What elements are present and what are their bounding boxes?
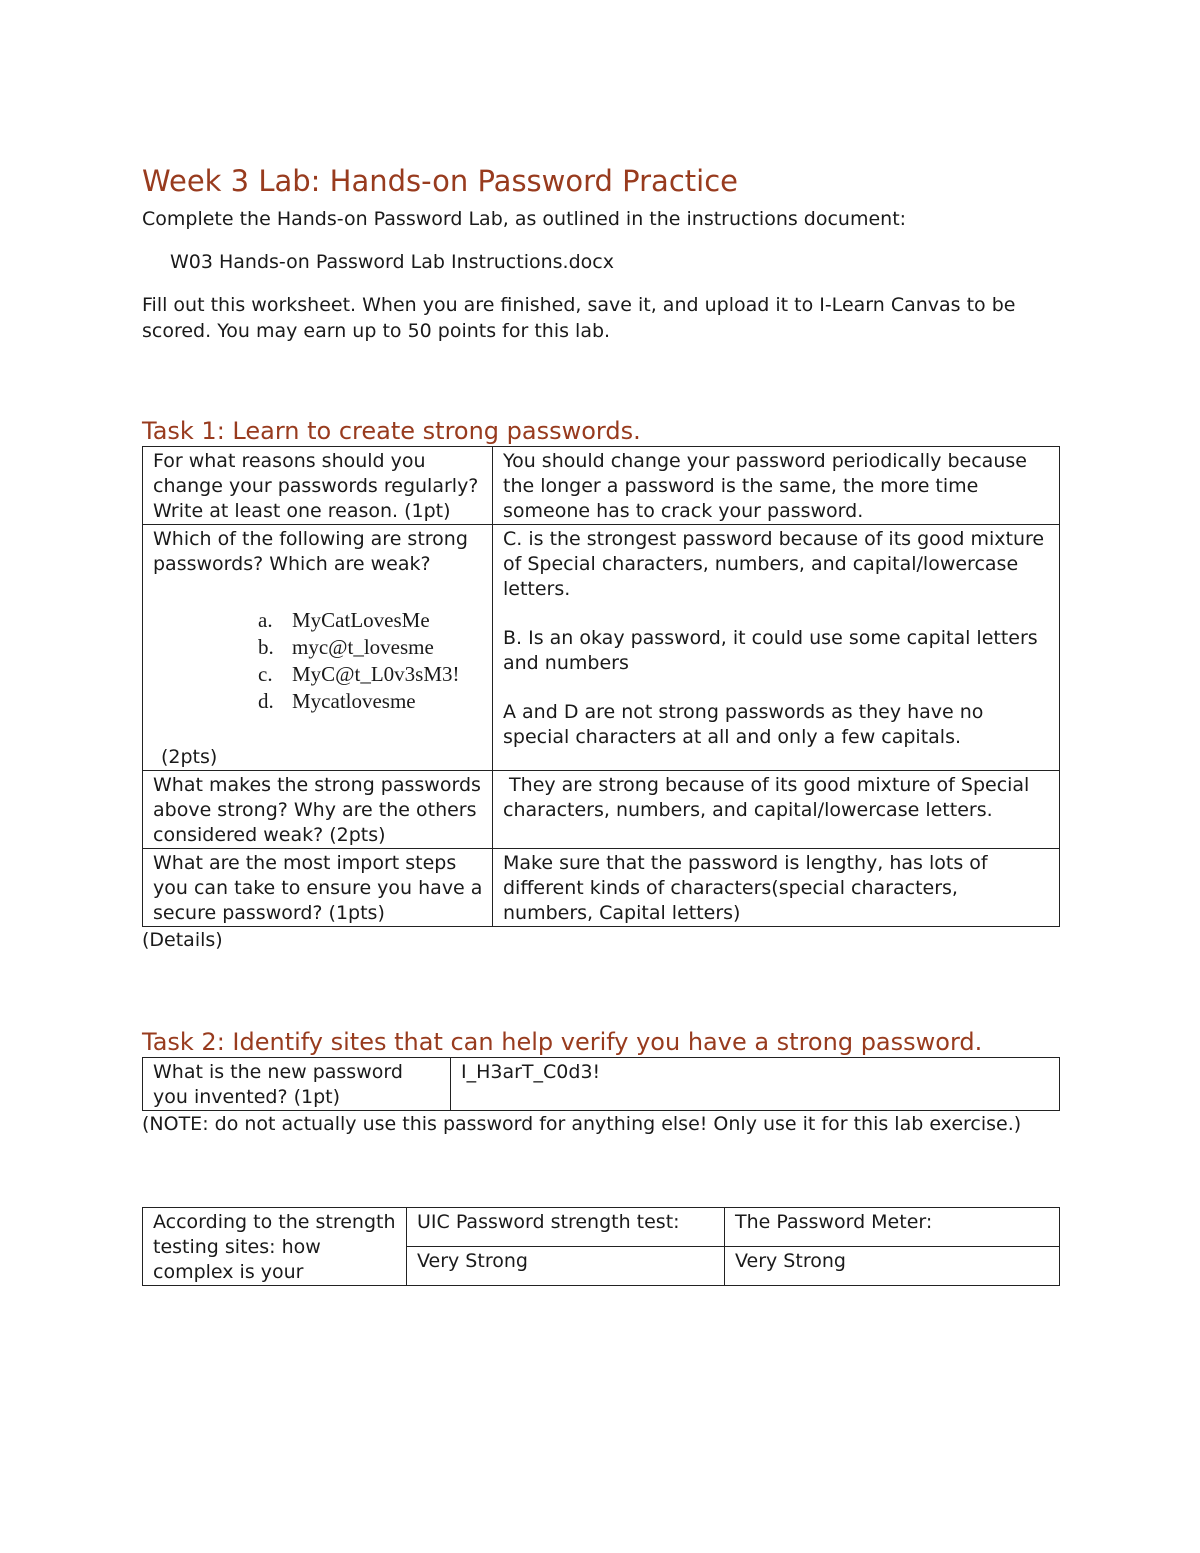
intro-text: Complete the Hands-on Password Lab, as outlined in the instructions document:	[142, 208, 907, 230]
header-cell: The Password Meter:	[725, 1208, 1060, 1247]
answer-cell[interactable]: You should change your password periodically because the longer a password is the same, the more time someone has to crack your password.	[493, 447, 1060, 525]
new-password-table	[142, 1057, 1060, 1111]
option-letter: b.	[258, 635, 274, 659]
question-cell: For what reasons should you change your passwords regularly? Write at least one reason. (1pt)	[143, 447, 493, 525]
answer-paragraph: C. is the strongest password because of its good mixture of Special characters, numbers, and capital/lowercase letters.	[503, 528, 1045, 600]
task2-heading: Task 2: Identify sites that can help verify you have a strong password.	[142, 1028, 983, 1056]
option-letter: a.	[258, 608, 273, 632]
option-value: MyC@t_L0v3sM3!	[292, 662, 460, 686]
task1-table	[142, 446, 1060, 927]
table-row	[143, 525, 1060, 771]
strength-results-table	[142, 1207, 1060, 1286]
option-letter: d.	[258, 689, 274, 713]
answer-paragraph: B. Is an okay password, it could use some capital letters and numbers	[503, 627, 1038, 674]
answer-cell[interactable]: Very Strong	[407, 1247, 725, 1286]
table-row	[143, 849, 1060, 927]
answer-cell[interactable]: Very Strong	[725, 1247, 1060, 1286]
table-row	[143, 1208, 1060, 1247]
table-row	[143, 771, 1060, 849]
option-value: myc@t_lovesme	[292, 635, 434, 659]
task1-heading: Task 1: Learn to create strong passwords.	[142, 417, 641, 445]
document-title: Week 3 Lab: Hands-on Password Practice	[142, 164, 738, 198]
question-cell: According to the strength testing sites: how complex is your	[143, 1208, 407, 1286]
question-cell: What are the most import steps you can take to ensure you have a secure password? (1pts)	[143, 849, 493, 927]
list-item	[153, 607, 483, 634]
fill-out-instructions: Fill out this worksheet. When you are finished, save it, and upload it to I-Learn Canvas to be scored. You may earn up to 50 points for this lab.	[142, 294, 1016, 342]
option-value: MyCatLovesMe	[292, 608, 430, 632]
answer-cell[interactable]: They are strong because of its good mixture of Special characters, numbers, and capital/lowercase letters.	[493, 771, 1060, 849]
list-item	[153, 634, 483, 661]
question-cell: What is the new password you invented? (1pt)	[143, 1058, 451, 1111]
answer-cell[interactable]	[493, 525, 1060, 771]
list-item	[153, 661, 483, 688]
question-text: Which of the following are strong passwords? Which are weak?	[153, 528, 468, 575]
worksheet-page	[142, 160, 1060, 1286]
instructions-filename: W03 Hands-on Password Lab Instructions.docx	[170, 251, 614, 273]
details-label: (Details)	[142, 929, 223, 951]
note-text: (NOTE: do not actually use this password for anything else! Only use it for this lab exercise.)	[142, 1113, 1022, 1135]
option-letter: c.	[258, 662, 273, 686]
answer-cell[interactable]: I_H3arT_C0d3!	[451, 1058, 1060, 1111]
question-cell	[143, 525, 493, 771]
table-row	[143, 1058, 1060, 1111]
option-value: Mycatlovesme	[292, 689, 416, 713]
password-options-list	[153, 607, 483, 715]
header-cell: UIC Password strength test:	[407, 1208, 725, 1247]
answer-cell[interactable]: Make sure that the password is lengthy, has lots of different kinds of characters(special characters, numbers, Capital letters)	[493, 849, 1060, 927]
points-label: (2pts)	[161, 746, 218, 768]
question-cell: What makes the strong passwords above strong? Why are the others considered weak? (2pts)	[143, 771, 493, 849]
list-item	[153, 688, 483, 715]
answer-paragraph: A and D are not strong passwords as they have no special characters at all and only a few capitals.	[503, 701, 984, 748]
table-row	[143, 447, 1060, 525]
